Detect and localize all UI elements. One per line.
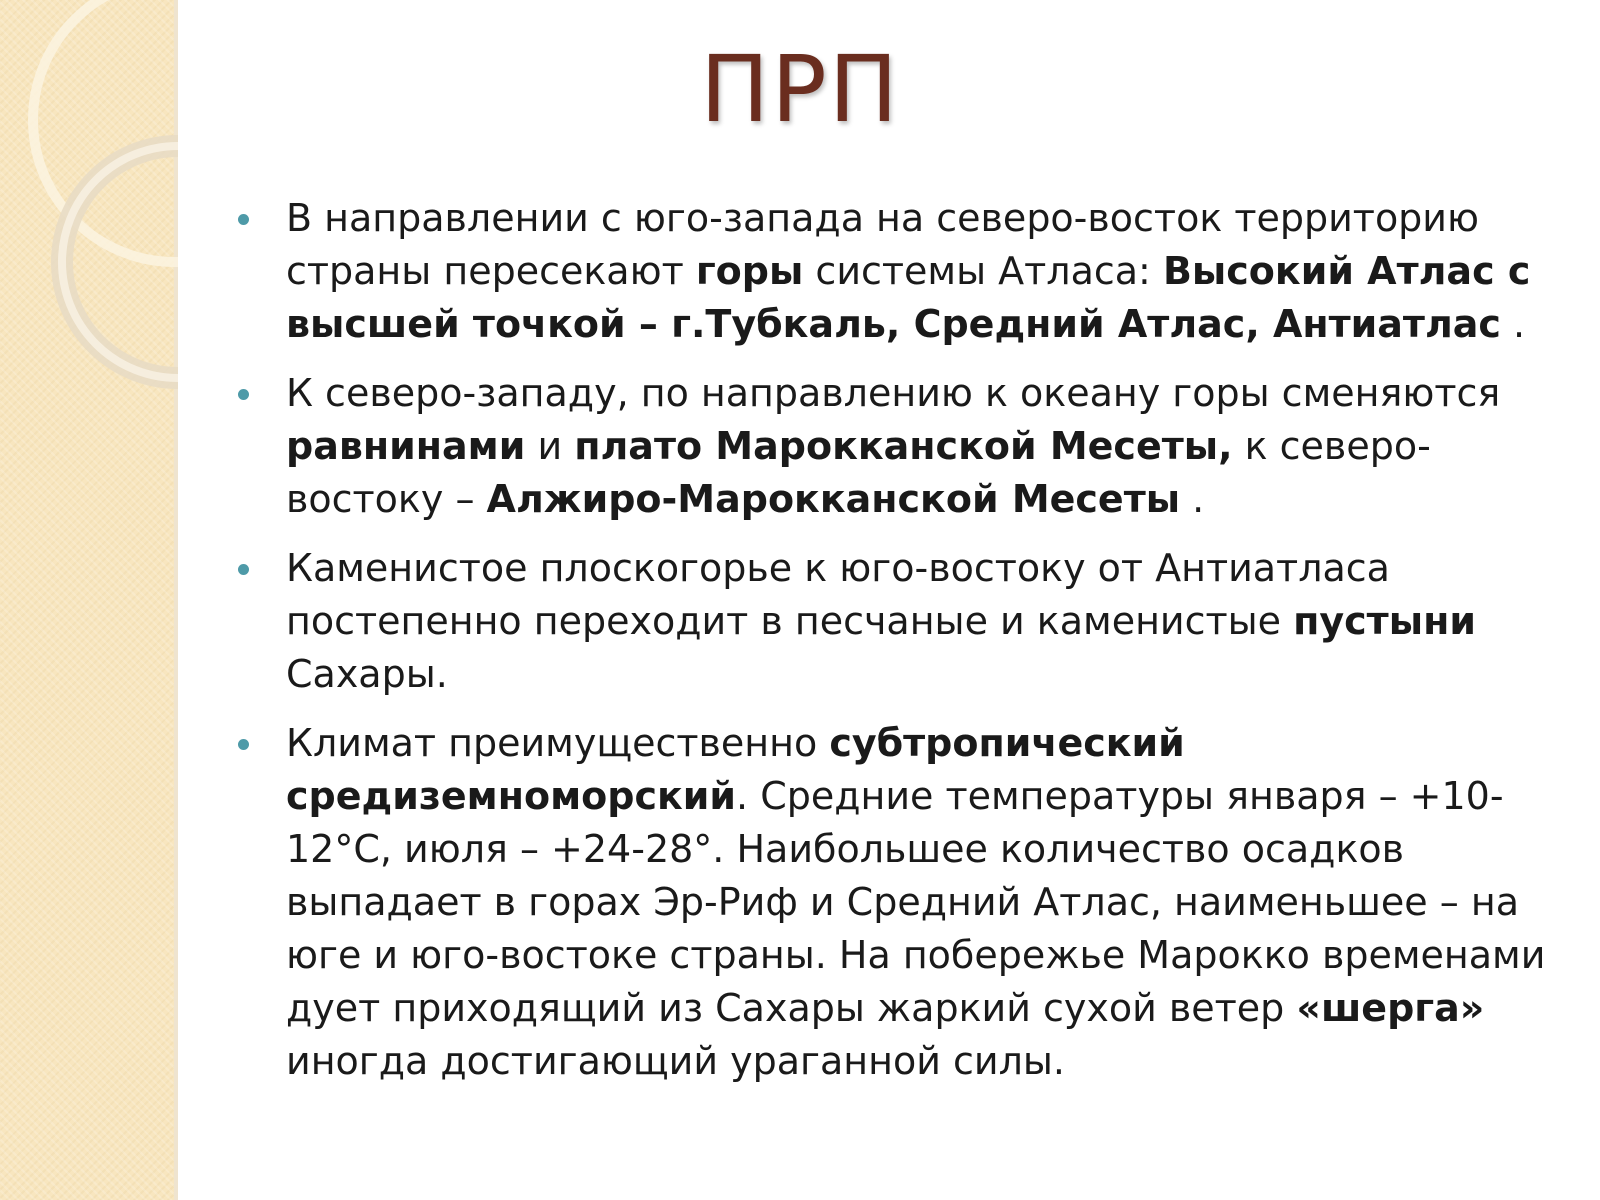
bullet-item-climate (238, 717, 1568, 1088)
bullet-list (238, 192, 1568, 1104)
bullet-text: Климат преимущественно субтропический средиземноморский. Средние температуры января – +10-12°С, июля – +24-28°. Наибольшее количество осадков выпадает в горах Эр-Риф и Средний Атлас, наименьшее – на юге и юго-востоке страны. На побережье Марокко временами дует приходящий из Сахары жаркий сухой ветер «шерга» иногда достигающий ураганной силы. (286, 721, 1546, 1083)
bullet-text: К северо-западу, по направлению к океану горы сменяются равнинами и плато Марокканской Месеты, к северо-востоку – Алжиро-Марокканской Месеты . (286, 371, 1501, 521)
bullet-dot-icon (238, 739, 249, 750)
decorative-ring-large (33, 0, 178, 262)
decorative-rings (0, 0, 178, 420)
bullet-item-relief (238, 192, 1568, 351)
bullet-dot-icon (238, 214, 249, 225)
bullet-item-plains (238, 367, 1568, 526)
bullet-item-plateau (238, 542, 1568, 701)
slide-title: ПРП (700, 36, 900, 143)
bullet-dot-icon (238, 389, 249, 400)
bullet-text: Каменистое плоскогорье к юго-востоку от Антиатласа постепенно переходит в песчаные и каменистые пустыни Сахары. (286, 546, 1476, 696)
bullet-text: В направлении с юго-запада на северо-восток территорию страны пересекают горы системы Атласа: Высокий Атлас с высшей точкой – г.Тубкаль, Средний Атлас, Антиатлас . (286, 196, 1531, 346)
bullet-dot-icon (238, 564, 249, 575)
